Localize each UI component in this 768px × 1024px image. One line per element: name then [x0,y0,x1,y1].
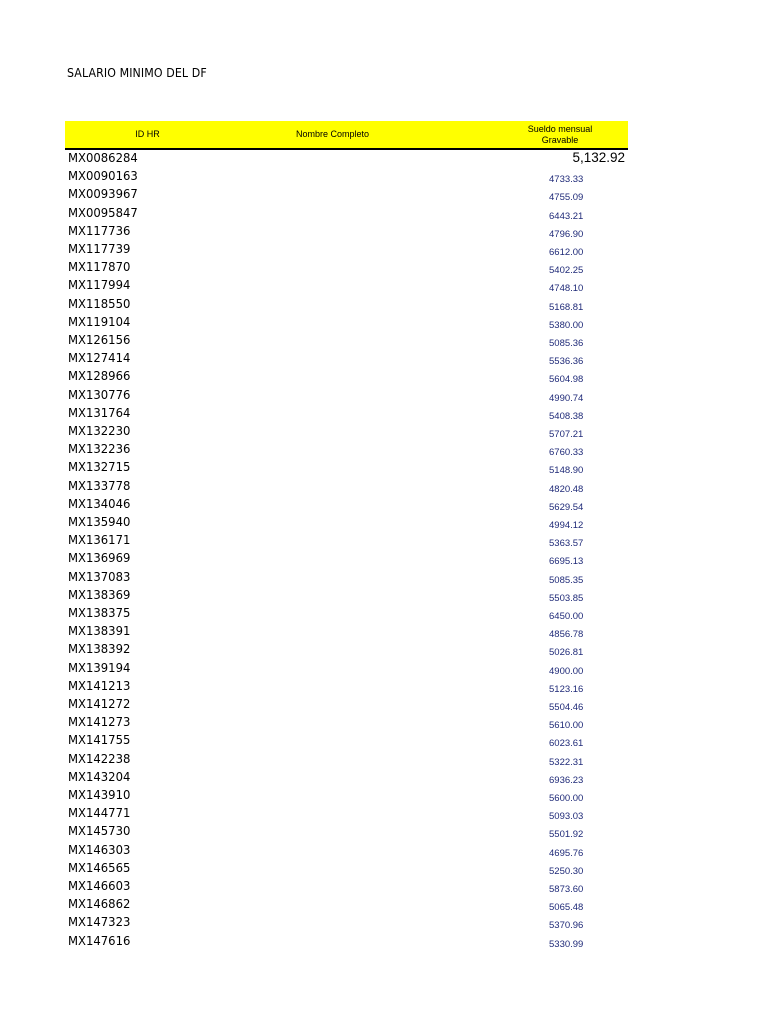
table-row [0,205,768,223]
row-id: MX136969 [68,550,131,566]
row-id: MX143204 [68,768,131,784]
row-salary: 5168.81 [549,301,584,313]
row-salary: 6695.13 [549,556,584,568]
table-row [0,842,768,860]
row-id: MX132236 [68,441,131,457]
row-salary: 5503.85 [549,592,584,604]
row-salary: 4695.76 [549,847,584,859]
row-id: MX144771 [68,805,131,821]
page-title: SALARIO MINIMO DEL DF [67,66,207,80]
row-salary: 4748.10 [549,283,584,295]
table-row [0,751,768,769]
table-row [0,805,768,823]
row-id: MX138391 [68,623,131,639]
row-salary: 6450.00 [549,611,584,622]
row-salary: 5501.92 [549,829,584,841]
row-salary: 5123.16 [549,683,584,695]
row-id: MX0095847 [68,204,138,220]
row-salary: 5380.00 [549,319,584,331]
header-name: Nombre Completo [295,129,370,139]
row-salary: 5402.25 [549,265,584,277]
row-id: MX141272 [68,696,131,711]
row-salary: 5085.35 [549,574,584,586]
table-row [0,514,768,532]
table-row [0,660,768,678]
table-row [0,150,768,168]
row-id: MX142238 [68,750,131,766]
row-salary: 5707.21 [549,429,584,440]
header-salary-line2: Gravable [541,135,579,145]
table-row [0,314,768,332]
row-salary: 5093.03 [549,811,584,823]
row-salary: 5148.90 [549,465,584,477]
row-id: MX132715 [68,459,131,475]
table-row [0,441,768,459]
table-row [0,259,768,277]
table-row [0,532,768,550]
row-salary: 4990.74 [549,392,584,404]
row-id: MX146565 [68,859,131,875]
row-id: MX0093967 [68,186,138,202]
table-row [0,478,768,496]
table-row [0,459,768,477]
row-id: MX147616 [68,932,131,948]
table-row [0,368,768,386]
table-row [0,186,768,204]
table-row [0,241,768,259]
row-id: MX146862 [68,896,131,912]
row-salary: 5065.48 [549,902,584,914]
row-salary: 5604.98 [549,374,584,386]
row-id: MX117739 [68,241,131,256]
header-salary-line1: Sueldo mensual [527,124,593,134]
row-id: MX139194 [68,659,131,675]
table-row [0,623,768,641]
table-row [0,350,768,368]
row-salary: 5026.81 [549,647,584,659]
row-id: MX0086284 [68,150,138,165]
row-salary: 5600.00 [549,793,584,804]
row-id: MX132230 [68,423,131,438]
header-id: ID HR [135,129,160,139]
table-row [0,787,768,805]
row-id: MX117870 [68,259,131,275]
row-id: MX143910 [68,787,131,802]
table-row [0,550,768,568]
row-salary: 5629.54 [549,501,584,513]
table-row [0,405,768,423]
row-salary: 6023.61 [549,738,584,750]
row-id: MX130776 [68,386,131,402]
row-salary: 4796.90 [549,228,584,240]
row-salary: 4856.78 [549,629,584,641]
table-row [0,896,768,914]
row-id: MX133778 [68,477,131,493]
row-id: MX126156 [68,332,131,347]
header-salary [495,124,625,146]
row-salary: 5536.36 [549,356,584,368]
row-salary: 4820.48 [549,483,584,495]
row-id: MX138375 [68,605,131,620]
row-id: MX141755 [68,732,131,748]
row-id: MX127414 [68,350,131,366]
row-salary: 4900.00 [549,665,584,677]
row-salary: 5873.60 [549,884,584,895]
row-salary: 4733.33 [549,174,584,186]
row-id: MX117994 [68,277,131,293]
table-row [0,732,768,750]
row-salary: 6443.21 [549,210,584,222]
row-id: MX138392 [68,641,131,657]
row-id: MX131764 [68,404,131,420]
row-id: MX147323 [68,914,131,930]
table-row [0,769,768,787]
table-row [0,223,768,241]
table-row [0,387,768,405]
table-row [0,168,768,186]
table-row [0,933,768,951]
row-id: MX138369 [68,586,131,602]
table-row [0,277,768,295]
row-salary: 5250.30 [549,865,584,877]
row-id: MX117736 [68,222,131,238]
row-salary: 5408.38 [549,410,584,422]
row-salary: 4755.09 [549,192,584,204]
table-row [0,823,768,841]
row-id: MX128966 [68,368,131,384]
row-salary: 5330.99 [549,938,584,950]
table-row [0,696,768,714]
row-salary: 4994.12 [549,520,584,531]
table-row [0,878,768,896]
table-row [0,296,768,314]
row-id: MX119104 [68,313,131,329]
row-salary: 5363.57 [549,538,584,550]
table-row [0,605,768,623]
row-salary: 5370.96 [549,920,584,932]
table-row [0,569,768,587]
table-row [0,587,768,605]
row-salary: 5504.46 [549,702,584,713]
row-id: MX136171 [68,532,131,548]
table-row [0,641,768,659]
row-salary: 6612.00 [549,247,584,258]
row-id: MX0090163 [68,168,138,184]
table-row [0,914,768,932]
row-id: MX137083 [68,568,131,584]
table-header [65,121,628,150]
row-salary: 5,132.92 [572,150,625,165]
row-salary: 6936.23 [549,774,584,786]
row-salary: 5322.31 [549,756,584,768]
table-row [0,332,768,350]
table-row [0,423,768,441]
row-salary: 5610.00 [549,720,584,732]
table-row [0,860,768,878]
table-row [0,496,768,514]
row-id: MX118550 [68,295,131,311]
row-id: MX141273 [68,714,131,730]
row-id: MX145730 [68,823,131,839]
row-id: MX141213 [68,677,131,693]
row-id: MX134046 [68,495,131,511]
row-salary: 6760.33 [549,447,584,459]
table-row [0,714,768,732]
row-id: MX135940 [68,514,131,529]
row-id: MX146303 [68,841,131,857]
row-salary: 5085.36 [549,338,584,349]
table-row [0,678,768,696]
row-id: MX146603 [68,878,131,893]
